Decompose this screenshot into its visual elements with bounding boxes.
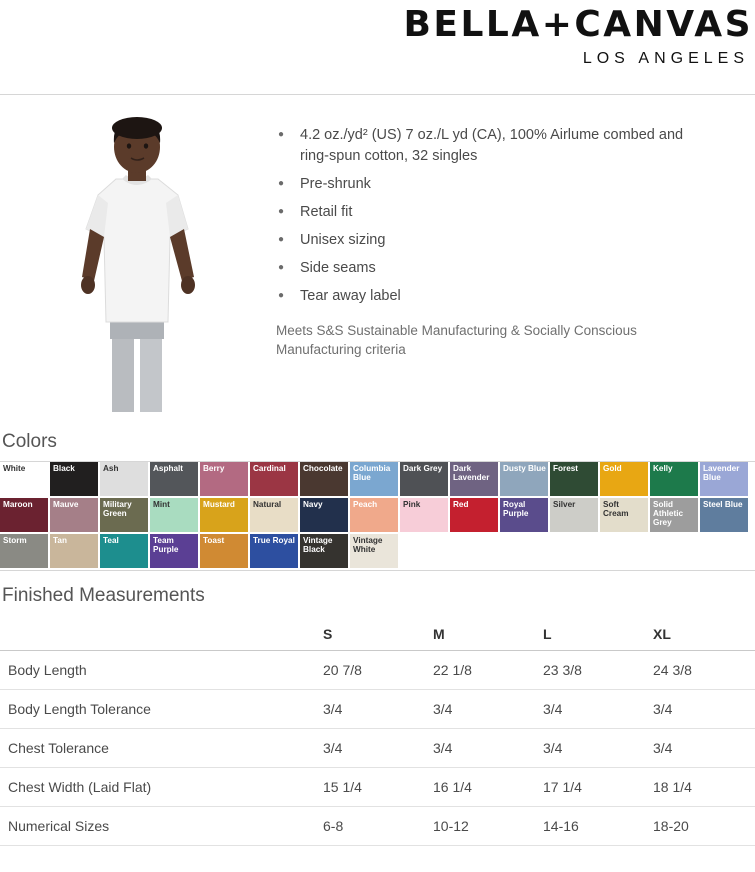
color-swatch[interactable] — [450, 498, 498, 532]
brand-header — [0, 0, 755, 68]
color-swatch[interactable] — [150, 462, 198, 496]
color-swatch[interactable] — [350, 498, 398, 532]
color-swatch[interactable] — [650, 498, 698, 532]
table-row — [0, 728, 755, 767]
measurement-value: 3/4 — [645, 728, 755, 767]
measurement-value: 24 3/8 — [645, 650, 755, 689]
colors-bottom-divider — [0, 570, 755, 571]
color-swatch-label: True Royal — [253, 535, 295, 545]
color-swatch-label: Vintage Black — [303, 535, 333, 554]
color-swatch-label: Black — [53, 463, 75, 473]
color-swatch[interactable] — [200, 534, 248, 568]
color-swatch[interactable] — [150, 498, 198, 532]
measurement-value: 20 7/8 — [315, 650, 425, 689]
measurement-value: 15 1/4 — [315, 767, 425, 806]
list-item: ● Side seams — [276, 258, 706, 279]
list-item: ● Pre-shrunk — [276, 174, 706, 195]
color-swatch-label: Silver — [553, 499, 576, 509]
color-swatch-label: Team Purple — [153, 535, 179, 554]
product-overview — [0, 95, 755, 427]
color-swatch[interactable] — [100, 462, 148, 496]
measurement-value: 22 1/8 — [425, 650, 535, 689]
product-image — [0, 113, 276, 417]
color-swatch[interactable] — [300, 462, 348, 496]
measurement-value: 14-16 — [535, 806, 645, 845]
youth-tshirt-model-illustration — [38, 117, 238, 417]
measurement-value: 16 1/4 — [425, 767, 535, 806]
color-swatch-label: Cardinal — [253, 463, 286, 473]
color-swatch-label: Tan — [53, 535, 67, 545]
table-row — [0, 767, 755, 806]
color-swatch-label: Gold — [603, 463, 622, 473]
measurement-label: Body Length — [0, 650, 315, 689]
color-swatch[interactable] — [550, 498, 598, 532]
color-swatch-label: Red — [453, 499, 469, 509]
color-swatch-label: Dark Lavender — [453, 463, 490, 482]
sustainability-note: Meets S&S Sustainable Manufacturing & Socially Conscious Manufacturing criteria — [276, 322, 637, 358]
color-swatch[interactable] — [500, 462, 548, 496]
measurements-table — [0, 615, 755, 846]
colors-heading: Colors — [2, 430, 57, 452]
measurement-value: 3/4 — [425, 689, 535, 728]
measurement-value: 18 1/4 — [645, 767, 755, 806]
color-swatch-grid — [0, 462, 755, 570]
color-swatch[interactable] — [200, 462, 248, 496]
color-swatch-label: Peach — [353, 499, 378, 509]
brand-subtitle: LOS ANGELES — [582, 49, 749, 67]
measurements-section — [0, 581, 755, 846]
measurement-value: 3/4 — [425, 728, 535, 767]
color-swatch-label: Columbia Blue — [353, 463, 391, 482]
color-swatch[interactable] — [300, 534, 348, 568]
color-swatch[interactable] — [350, 462, 398, 496]
column-header-blank — [0, 615, 315, 651]
color-swatch-label: Mint — [153, 499, 170, 509]
color-swatch[interactable] — [50, 498, 98, 532]
color-swatch[interactable] — [250, 534, 298, 568]
table-header-row — [0, 615, 755, 651]
color-swatch[interactable] — [100, 498, 148, 532]
measurement-value: 17 1/4 — [535, 767, 645, 806]
measurement-label: Chest Tolerance — [0, 728, 315, 767]
table-row — [0, 806, 755, 845]
measurement-label: Numerical Sizes — [0, 806, 315, 845]
color-swatch-label: Lavender Blue — [703, 463, 740, 482]
color-swatch-label: White — [3, 463, 26, 473]
list-item: ● Retail fit — [276, 202, 706, 223]
table-row — [0, 650, 755, 689]
measurement-value: 10-12 — [425, 806, 535, 845]
color-swatch-label: Forest — [553, 463, 579, 473]
color-swatch-label: Berry — [203, 463, 225, 473]
color-swatch-label: Kelly — [653, 463, 673, 473]
measurement-value: 6-8 — [315, 806, 425, 845]
measurement-value: 3/4 — [535, 728, 645, 767]
color-swatch[interactable] — [50, 462, 98, 496]
measurement-value: 3/4 — [535, 689, 645, 728]
table-body — [0, 650, 755, 845]
color-swatch-label: Storm — [3, 535, 27, 545]
color-swatch-label: Vintage White — [353, 535, 383, 554]
color-swatch[interactable] — [450, 462, 498, 496]
color-swatch[interactable] — [300, 498, 348, 532]
measurement-label: Chest Width (Laid Flat) — [0, 767, 315, 806]
measurement-value: 3/4 — [645, 689, 755, 728]
list-item: ● 4.2 oz./yd² (US) 7 oz./L yd (CA), 100% Airlume combed and ring-spun cotton, 32 singles — [276, 125, 706, 167]
color-swatch-label: Maroon — [3, 499, 33, 509]
color-swatch-label: Teal — [103, 535, 119, 545]
color-swatch[interactable] — [550, 462, 598, 496]
color-swatch-label: Asphalt — [153, 463, 184, 473]
color-swatch[interactable] — [250, 498, 298, 532]
color-swatch[interactable] — [600, 462, 648, 496]
color-swatch[interactable] — [150, 534, 198, 568]
table-header — [0, 615, 755, 651]
feature-bullets — [276, 125, 755, 307]
feature-list — [276, 113, 755, 417]
column-header-l: L — [535, 615, 645, 651]
color-swatch-label: Navy — [303, 499, 323, 509]
column-header-xl: XL — [645, 615, 755, 651]
colors-section — [0, 427, 755, 581]
measurement-value: 18-20 — [645, 806, 755, 845]
color-swatch[interactable] — [350, 534, 398, 568]
brand-name: BELLA+CANVAS — [403, 4, 753, 45]
color-swatch[interactable] — [600, 498, 648, 532]
color-swatch-label: Pink — [403, 499, 421, 509]
color-swatch[interactable] — [700, 462, 748, 496]
measurement-label: Body Length Tolerance — [0, 689, 315, 728]
color-swatch[interactable] — [50, 534, 98, 568]
color-swatch-label: Toast — [203, 535, 225, 545]
color-swatch-label: Chocolate — [303, 463, 343, 473]
color-swatch[interactable] — [200, 498, 248, 532]
color-swatch-label: Steel Blue — [703, 499, 743, 509]
color-swatch-label: Dark Grey — [403, 463, 443, 473]
table-row — [0, 689, 755, 728]
column-header-s: S — [315, 615, 425, 651]
color-swatch[interactable] — [0, 498, 48, 532]
color-swatch-label: Mustard — [203, 499, 235, 509]
color-swatch[interactable] — [250, 462, 298, 496]
color-swatch[interactable] — [400, 462, 448, 496]
column-header-m: M — [425, 615, 535, 651]
measurements-heading: Finished Measurements — [2, 584, 205, 606]
measurement-value: 3/4 — [315, 689, 425, 728]
color-swatch-label: Royal Purple — [503, 499, 529, 518]
color-swatch[interactable] — [650, 462, 698, 496]
color-swatch-label: Solid Athletic Grey — [653, 499, 684, 528]
color-swatch[interactable] — [500, 498, 548, 532]
color-swatch[interactable] — [100, 534, 148, 568]
measurement-value: 3/4 — [315, 728, 425, 767]
color-swatch[interactable] — [400, 498, 448, 532]
color-swatch-label: Mauve — [53, 499, 79, 509]
measurement-value: 23 3/8 — [535, 650, 645, 689]
color-swatch-label: Military Green — [103, 499, 132, 518]
color-swatch[interactable] — [700, 498, 748, 532]
list-item: ● Tear away label — [276, 286, 706, 307]
color-swatch-label: Ash — [103, 463, 119, 473]
color-swatch[interactable] — [0, 462, 48, 496]
color-swatch-label: Dusty Blue — [503, 463, 546, 473]
color-swatch-label: Natural — [253, 499, 282, 509]
list-item: ● Unisex sizing — [276, 230, 706, 251]
color-swatch[interactable] — [0, 534, 48, 568]
color-swatch-label: Soft Cream — [603, 499, 629, 518]
